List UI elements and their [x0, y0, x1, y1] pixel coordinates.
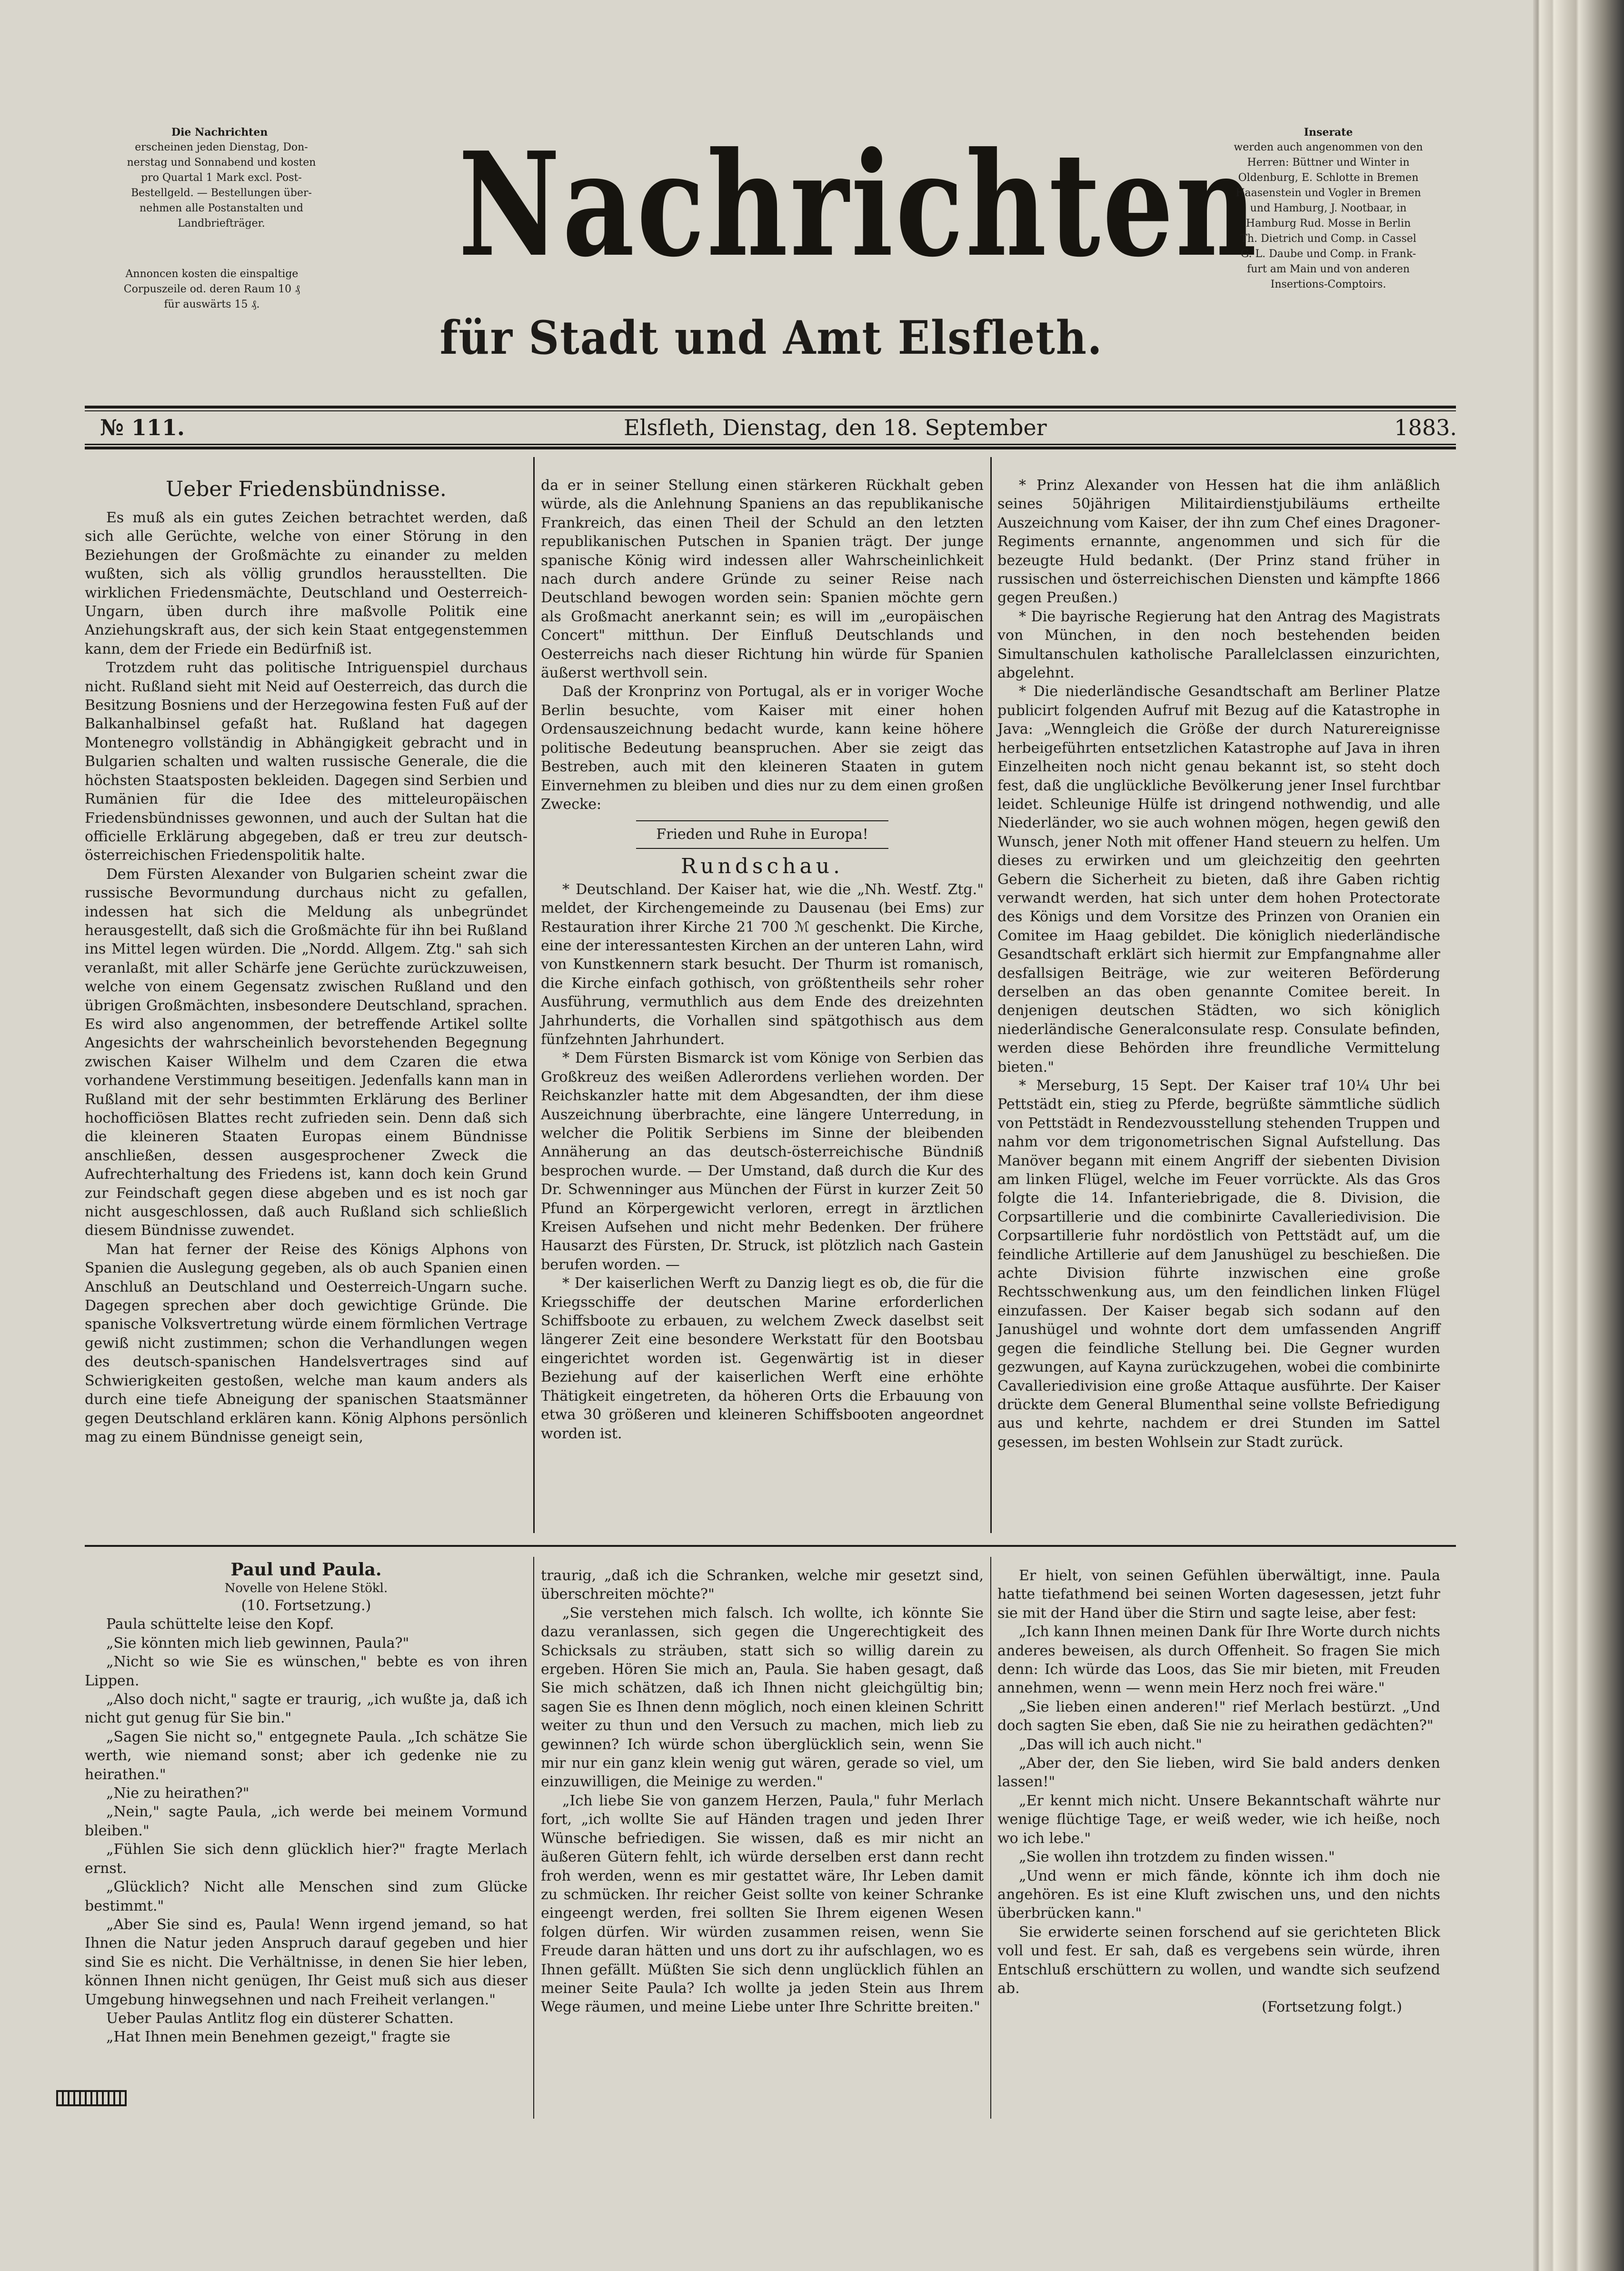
notice-line: furt am Main und von anderen: [1247, 263, 1410, 275]
article-paragraph: Dem Fürsten Alexander von Bulgarien scheint zwar die russische Bevormundung durchaus nicht zu gefallen, indessen hat sich die Meldung als unbegründet herausgestellt, daß sich die Großmächte für ihn bei Rußland ins Mittel legen würden. Die „Nordd. Allgem. Ztg." sah sich veranlaßt, mit aller Schärfe jene Gerüchte zurückzuweisen, welche von einem Gegensatz zwischen Rußland und den übrigen Großmächten, insbesondere Deutschland, sprachen. Es wird also angenommen, der betreffende Artikel sollte Angesichts der wahrscheinlich bevorstehenden Begegnung zwischen Kaiser Wilhelm und dem Czaren die etwa vorhandene Verstimmung beseitigen. Jedenfalls kann man in Rußland mit der sehr bestimmten Erklärung des Berliner hochofficiösen Blattes recht zufrieden sein. Denn daß sich die kleineren Staaten Europas einem Bündnisse anschließen, dessen ausgesprochener Zweck die Aufrechterhaltung des Friedens ist, kann doch kein Grund zur Feindschaft gegen diese abgeben und es ist noch gar nicht ausgeschlossen, daß auch Rußland sich schließlich diesem Bündnisse zuwendet.: [85, 866, 528, 1239]
motto-rule: [636, 848, 888, 849]
news-item: * Der kaiserlichen Werft zu Danzig liegt es ob, die für die Kriegsschiffe der deutschen Marine erforderlichen Schiffsboote zu erbauen, zu welchem Zweck daselbst seit längerer Zeit eine besondere Werkstatt für den Bootsbau eingerichtet worden ist. Gegenwärtig ist in dieser Beziehung auf der kaiserlichen Werft eine erhöhte Thätigkeit eingetreten, da höheren Orts die Erbauung von etwa 30 größeren und kleineren Schiffsbooten angeordnet worden ist.: [541, 1275, 984, 1442]
story-paragraph: Er hielt, von seinen Gefühlen überwältigt, inne. Paula hatte tiefathmend bei seinen Worten dagesessen, jetzt fuhr sie mit der Hand über die Stirn und sagte leise, aber fest:: [997, 1567, 1440, 1622]
story-paragraph: „Glücklich? Nicht alle Menschen sind zum Glücke bestimmt.": [85, 1879, 528, 1914]
dateline: [86, 413, 1457, 442]
article-paragraph: Es muß als ein gutes Zeichen betrachtet werden, daß sich alle Gerüchte, welche von einer Störung in den Beziehungen der Großmächte zu einander zu melden wußten, sich als völlig grundlos herausstellten. Die wirklichen Friedensmächte, Deutschland und Oesterreich-Ungarn, üben durch ihre maßvolle Politik eine Anziehungskraft aus, der sich kein Staat entgegenstemmen kann, dem der Friede ein Bedürfniß ist.: [85, 509, 528, 657]
dateline-bottom-rule-thick: [85, 447, 1456, 449]
issue-date: Elsfleth, Dienstag, den 18. September: [624, 415, 1047, 440]
news-item: * Prinz Alexander von Hessen hat die ihm anläßlich seines 50jährigen Militairdienstjubiläums ertheilte Auszeichnung vom Kaiser, der ihn zum Chef eines Dragoner-Regiments ernannte, angenommen und sich für die bezeugte Huld bedankt. (Der Prinz stand früher in russischen und österreichischen Diensten und kämpfte 1866 gegen Preußen.): [997, 477, 1440, 607]
notice-line: erscheinen jeden Dienstag, Don-: [135, 141, 308, 153]
notice-line: Bestellgeld. — Bestellungen über-: [131, 187, 312, 199]
column-divider: [990, 1557, 991, 2119]
continued-note: (Fortsetzung folgt.): [1262, 1999, 1402, 2016]
ornament-border: [56, 2090, 127, 2106]
story-paragraph: Sie erwiderte seinen forschend auf sie gerichteten Blick voll und fest. Er sah, daß es vergebens sein würde, ihren Entschluß erschüttern zu wollen, und wandte sich seufzend ab.: [997, 1923, 1440, 1997]
story-paragraph: traurig, „daß ich die Schranken, welche mir gesetzt sind, überschreiten möchte?": [541, 1567, 984, 1603]
dateline-top-rule-thin: [85, 410, 1456, 411]
story-paragraph: „Ich liebe Sie von ganzem Herzen, Paula," fuhr Merlach fort, „ich wollte Sie auf Händen tragen und jeden Ihrer Wünsche befriedigen. Sie wissen, daß es mir nicht an äußeren Gütern fehlt, ich würde derselben erst dann recht froh werden, wenn es mir gestattet wäre, Ihr Leben damit zu schmücken. Ihr reicher Geist sollte von keiner Schranke eingeengt werden, frei sollten Sie Ihrem eigenen Wesen folgen dürfen. Wir würden zusammen reisen, wenn Sie Freude daran hätten und uns dort zu ihr aufschlagen, wo es Ihnen gefällt. Müßten Sie sich denn unglücklich fühlen an meiner Seite Paula? Ich wollte ja jeden Stein aus Ihrem Wege räumen, und meine Liebe unter Ihre Schritte breiten.": [541, 1792, 984, 2016]
news-item: * Die bayrische Regierung hat den Antrag des Magistrats von München, in den noch bestehenden beiden Simultanschulen katholische Parallelclassen einzurichten, abgelehnt.: [997, 608, 1440, 682]
feuilleton-title: Paul und Paula.: [230, 1560, 382, 1580]
subscription-notice: [114, 125, 329, 231]
dateline-top-rule: [85, 406, 1456, 408]
masthead-subtitle-wrap: [367, 309, 1176, 367]
article-paragraph: da er in seiner Stellung einen stärkeren Rückhalt geben würde, als die Anlehnung Spaniens an das republikanische Frankreich, das einen Theil der Schuld an den letzten republikanischen Putschen in Spanien trägt. Der junge spanische König wird indessen aller Wahrscheinlichkeit nach durch andere Gründe zu seiner Reise nach Deutschland bewogen worden sein: Spanien möchte gern als Großmacht anerkannt sein; es will im „europäischen Concert" mitthun. Der Einfluß Deutschlands und Oesterreichs nach dieser Richtung hin würde für Spanien äußerst werthvoll sein.: [541, 477, 984, 682]
newspaper-title: Nachrichten: [458, 120, 1259, 289]
article-paragraph: Man hat ferner der Reise des Königs Alphons von Spanien die Auslegung gegeben, als ob auch Spanien einen Anschluß an Deutschland und Oesterreich-Ungarn suche. Dagegen sprechen aber doch gewichtige Gründe. Die spanische Volksvertretung würde einem förmlichen Vertrage gewiß nicht zustimmen; schon die Verhandlungen wegen des deutsch-spanischen Handelsvertrages sind auf Schwierigkeiten gestoßen, welche man kaum anders als durch eine tiefe Abneigung der spanischen Staatsmänner gegen Deutschland erklären kann. König Alphons persönlich mag zu einem Bündnisse geneigt sein,: [85, 1241, 528, 1445]
page-stack-edges: [1533, 0, 1624, 2271]
section-heading: Rundschau.: [680, 854, 844, 878]
story-paragraph: „Er kennt mich nicht. Unsere Bekanntschaft währte nur wenige flüchtige Tage, er weiß weder, wie ich heiße, noch wo ich lebe.": [997, 1792, 1440, 1847]
issue-number: № 111.: [100, 415, 185, 440]
notice-line: Landbriefträger.: [178, 218, 265, 229]
feuilleton-installment: (10. Fortsetzung.): [241, 1597, 371, 1614]
news-item: * Dem Fürsten Bismarck ist vom Könige von Serbien das Großkreuz des weißen Adlerordens verliehen worden. Der Reichskanzler hatte mit dem Abgesandten, der ihm diese Auszeichnung überbrachte, eine längere Unterredung, in welcher die Politik Serbiens im Sinne der bleibenden Annäherung an das deutsch-österreichische Bündniß besprochen wurde. — Der Umstand, daß durch die Kur des Dr. Schwenninger aus München der Fürst in kurzer Zeit 50 Pfund an Körpergewicht verloren, erregt in ärztlichen Kreisen Aufsehen und nicht mehr Bedenken. Der frühere Hausarzt des Fürsten, Dr. Struck, ist plötzlich nach Gastein berufen worden. —: [541, 1050, 984, 1273]
story-paragraph: „Sie lieben einen anderen!" rief Merlach bestürzt. „Und doch sagten Sie eben, daß Sie nie zu heirathen gedächten?": [997, 1698, 1440, 1734]
notice-line: Oldenburg, E. Schlotte in Bremen: [1238, 172, 1419, 184]
ads-line: Annoncen kosten die einspaltige: [125, 268, 299, 280]
column-divider: [533, 457, 535, 1533]
feuilleton-column-three: [997, 1566, 1440, 2104]
story-paragraph: Ueber Paulas Antlitz flog ein düsterer Schatten.: [106, 2010, 454, 2027]
feuilleton-byline: Novelle von Helene Stökl.: [224, 1581, 388, 1595]
motto-rule: [636, 820, 888, 821]
advertising-rates: [90, 267, 333, 312]
article-column-three: [997, 476, 1440, 1524]
motto: Frieden und Ruhe in Europa!: [656, 826, 868, 843]
story-paragraph: „Und wenn er mich fände, könnte ich ihm doch nie angehören. Es ist eine Kluft zwischen uns, und den nichts überbrücken kann.": [997, 1867, 1440, 1922]
story-paragraph: „Das will ich auch nicht.": [1019, 1736, 1202, 1753]
ads-line: für auswärts 15 ₰.: [164, 299, 260, 310]
insertion-agents: [1205, 125, 1452, 292]
notice-line: Hamburg Rud. Mosse in Berlin: [1245, 218, 1411, 229]
story-paragraph: „Hat Ihnen mein Benehmen gezeigt," fragte sie: [106, 2029, 451, 2046]
story-paragraph: „Fühlen Sie sich denn glücklich hier?" fragte Merlach ernst.: [85, 1841, 528, 1877]
feuilleton-rule: [85, 1545, 1456, 1547]
notice-line: Insertions-Comptoirs.: [1270, 279, 1386, 290]
article-title: Ueber Friedensbündnisse.: [166, 477, 447, 501]
story-paragraph: „Sie verstehen mich falsch. Ich wollte, ich könnte Sie dazu veranlassen, sich gegen die Ungerechtigkeit des Schicksals zu sträuben, statt sich so willig darein zu ergeben. Hören Sie mich an, Paula. Sie haben gesagt, daß Sie mich schätzen, daß ich Ihnen nicht gleichgültig bin; sagen Sie es Ihnen denn möglich, noch einen kleinen Schritt weiter zu thun und den Versuch zu machen, mich lieb zu gewinnen? Ich würde schon überglücklich sein, wenn Sie mir nur ein ganz klein wenig gut wären, gerade so viel, um einzuwilligen, die Meinige zu werden.": [541, 1604, 984, 1791]
news-item: * Merseburg, 15 Sept. Der Kaiser traf 10¼ Uhr bei Pettstädt ein, stieg zu Pferde, begrüßte sämmtliche südlich von Pettstädt in Rendezvousstellung stehenden Truppen und nahm vor dem trigonometrischen Signal Aufstellung. Das Manöver begann mit einem Angriff der siebenten Division am linken Flügel, welche im Feuer vorrückte. Als das Gros folgte die 14. Infanteriebrigade, die 8. Division, die Corpsartillerie und die combinirte Cavalleriedivision. Die Corpsartillerie fuhr nordöstlich von Pettstädt auf, um die feindliche Artillerie auf dem Janushügel zu beschießen. Die achte Division führte inzwischen eine große Rechtsschwenkung aus, um den feindlichen linken Flügel einzufassen. Der Kaiser begab sich sodann auf den Janushügel und wohnte dort dem umfassenden Angriff gegen die feindliche Stellung bei. Die Gegner wurden gezwungen, auf Kayna zurückzugehen, wobei die combinirte Cavalleriedivision eine große Attaque ausführte. Der Kaiser drückte dem General Blumenthal seine vollste Befriedigung aus und kehrte, nachdem er drei Stunden im Sattel gesessen, im besten Wohlsein zur Stadt zurück.: [997, 1077, 1440, 1451]
issue-year: 1883.: [1394, 415, 1457, 440]
story-paragraph: „Also doch nicht," sagte er traurig, „ich wußte ja, daß ich nicht gut genug für Sie bin.": [85, 1691, 528, 1727]
news-item: * Die niederländische Gesandtschaft am Berliner Platze publicirt folgenden Aufruf mit Bezug auf die Katastrophe in Java: „Wenngleich die Größe der durch Naturereignisse herbeigeführten entsetzlichen Katastrophe auf Java in ihren Einzelheiten noch nicht genau bekannt ist, so steht doch fest, daß die unglückliche Bevölkerung jener Insel furchtbar leidet. Schleunige Hülfe ist dringend nothwendig, und alle Niederländer, wo sie auch wohnen mögen, hegen gewiß den Wunsch, jener Noth mit offener Hand steuern zu helfen. Um dieses zu erwirken und um gleichzeitig den geehrten Gebern die Sicherheit zu bieten, daß ihre Gaben richtig verwandt werden, hat sich unter dem hohen Protectorate des Königs und dem Vorsitze des Prinzen von Oranien ein Comitee im Haag gebildet. Die königlich niederländische Gesandtschaft erklärt sich hiermit zur Empfangnahme aller desfallsigen Beiträge, wie zur weiteren Beförderung derselben an das oben genannte Comitee bereit. In denjenigen deutschen Städten, wo sich königlich niederländische Generalconsulate resp. Consulate befinden, werden diese Behörden ihre freundliche Vermittelung bieten.": [997, 683, 1440, 1076]
story-paragraph: „Sagen Sie nicht so," entgegnete Paula. „Ich schätze Sie werth, wie niemand sonst; aber ich gedenke nie zu heirathen.": [85, 1728, 528, 1783]
feuilleton-column-two: [541, 1566, 984, 2104]
newspaper-subtitle: für Stadt und Amt Elsfleth.: [439, 311, 1103, 365]
feuilleton-column-one: [85, 1559, 528, 2097]
story-paragraph: Paula schüttelte leise den Kopf.: [106, 1616, 334, 1633]
notice-line: Inserate: [1304, 126, 1353, 139]
notice-line: und Hamburg, J. Nootbaar, in: [1250, 202, 1407, 214]
story-paragraph: „Nicht so wie Sie es wünschen," bebte es von ihren Lippen.: [85, 1653, 528, 1689]
story-paragraph: „Sie könnten mich lieb gewinnen, Paula?": [106, 1634, 409, 1652]
column-divider: [990, 457, 992, 1533]
story-paragraph: „Sie wollen ihn trotzdem zu finden wissen.": [1019, 1849, 1335, 1866]
ads-line: Corpuszeile od. deren Raum 10 ₰: [123, 283, 300, 295]
news-item: * Deutschland. Der Kaiser hat, wie die „Nh. Westf. Ztg." meldet, der Kirchengemeinde zu Dausenau (bei Ems) zur Restauration ihrer Kirche 21 700 ℳ geschenkt. Die Kirche, eine der interessantesten Kirchen an der unteren Lahn, wird von Kunstkennern stark besucht. Der Thurm ist romanisch, die Kirche einfach gothisch, von größtentheils sehr roher Ausführung, vermuthlich aus dem Ende des dreizehnten Jahrhunderts, die Vorhallen sind spätgothisch aus dem fünfzehnten Jahrhundert.: [541, 881, 984, 1048]
article-paragraph: Daß der Kronprinz von Portugal, als er in voriger Woche Berlin besuchte, vom Kaiser mit einer hohen Ordensauszeichnung bedacht wurde, kann keine höhere politische Bedeutung beanspruchen. Aber sie zeigt das Bestreben, auch mit den kleineren Staaten in gutem Einvernehmen zu bleiben und dies nur zu dem einen großen Zwecke:: [541, 683, 984, 813]
story-paragraph: „Nie zu heirathen?": [106, 1785, 249, 1802]
notice-line: Th. Dietrich und Comp. in Cassel: [1240, 233, 1416, 245]
column-divider: [533, 1557, 534, 2119]
story-paragraph: „Ich kann Ihnen meinen Dank für Ihre Worte durch nichts anderes beweisen, als durch Offenheit. So fragen Sie mich denn: Ich würde das Loos, das Sie mir bieten, mit Freuden annehmen, wenn — wenn mein Herz noch frei wäre.": [997, 1624, 1440, 1697]
notice-line: werden auch angenommen von den: [1234, 141, 1423, 153]
notice-line: nehmen alle Postanstalten und: [139, 202, 303, 214]
story-paragraph: „Aber Sie sind es, Paula! Wenn irgend jemand, so hat Ihnen die Natur jeden Anspruch darauf gegeben und hier sind Sie es nicht. Die Verhältnisse, in denen Sie hier leben, können Ihnen nicht genügen, Ihr Geist muß sich aus dieser Umgebung hinwegsehnen und nach Freiheit verlangen.": [85, 1916, 528, 2008]
notice-line: Herren: Büttner und Winter in: [1247, 157, 1410, 169]
notice-line: pro Quartal 1 Mark excl. Post-: [141, 172, 302, 184]
notice-line: nerstag und Sonnabend und kosten: [127, 157, 316, 169]
article-friedensbuendnisse: [85, 476, 528, 1524]
notice-line: G. L. Daube und Comp. in Frank-: [1240, 248, 1416, 260]
article-paragraph: Trotzdem ruht das politische Intriguenspiel durchaus nicht. Rußland sieht mit Neid auf Oesterreich, das durch die Besitzung Bosniens und der Herzegowina festen Fuß auf der Balkanhalbinsel gefaßt hat. Rußland hat dagegen Montenegro vollständig in Abhängigkeit gebracht und in Bulgarien schalten und walten russische Generale, die die höchsten Staatsposten bekleiden. Dagegen sind Serbien und Rumänien für die Idee des mitteleuropäischen Friedensbündnisses gewonnen, und auch der Sultan hat die officielle Erklärung abgegeben, daß er treu zur deutsch-österreichischen Friedenspolitik halte.: [85, 659, 528, 864]
story-paragraph: „Aber der, den Sie lieben, wird Sie bald anders denken lassen!": [997, 1755, 1440, 1791]
notice-line: Die Nachrichten: [171, 126, 268, 139]
notice-line: Haasenstein und Vogler in Bremen: [1235, 187, 1421, 199]
dateline-bottom-rule: [85, 444, 1456, 445]
article-column-two: [541, 476, 984, 1524]
masthead: [371, 110, 1259, 314]
story-paragraph: „Nein," sagte Paula, „ich werde bei meinem Vormund bleiben.": [85, 1803, 528, 1839]
